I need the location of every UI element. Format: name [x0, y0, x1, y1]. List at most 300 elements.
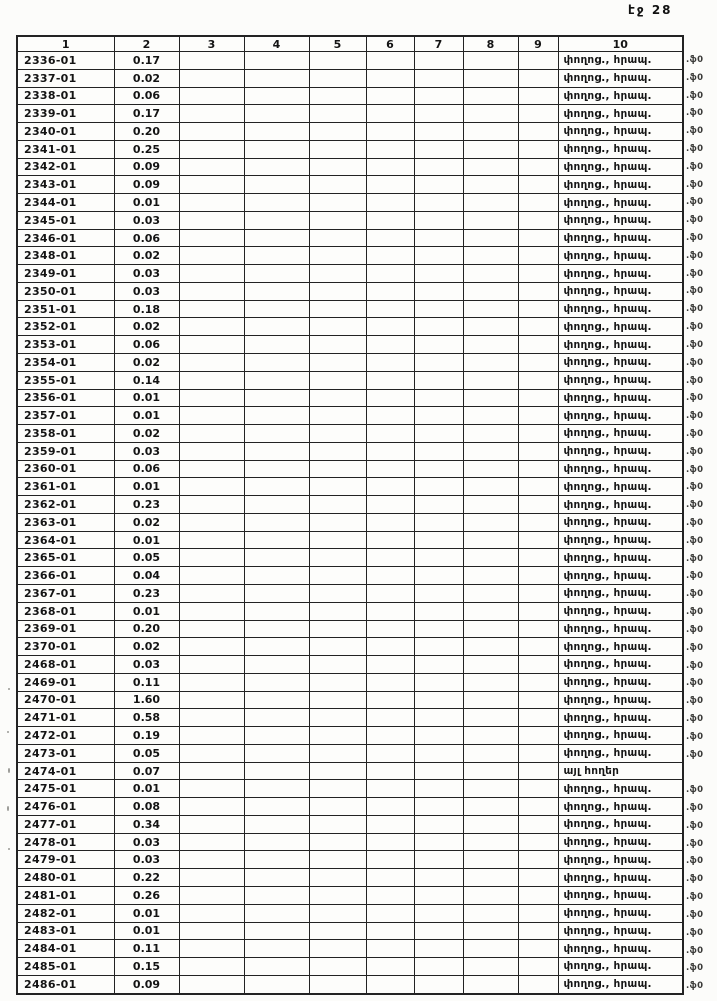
- land-use-cell: փողոց., հրապ.: [558, 194, 683, 212]
- empty-cell: [463, 336, 518, 354]
- table-row: [17, 300, 683, 318]
- empty-cell: [463, 975, 518, 994]
- empty-cell: [463, 407, 518, 425]
- empty-cell: [309, 513, 366, 531]
- empty-cell: [463, 602, 518, 620]
- empty-cell: [309, 833, 366, 851]
- margin-mark: .ֆ0: [686, 642, 704, 653]
- empty-cell: [244, 87, 309, 105]
- land-use-cell: փողոց., հրապ.: [558, 673, 683, 691]
- empty-cell: [179, 247, 244, 265]
- table-row: [17, 798, 683, 816]
- empty-cell: [518, 52, 558, 70]
- empty-cell: [518, 602, 558, 620]
- value-cell: 0.06: [114, 336, 179, 354]
- empty-cell: [244, 247, 309, 265]
- table-row: [17, 105, 683, 123]
- empty-cell: [518, 780, 558, 798]
- empty-cell: [518, 282, 558, 300]
- empty-cell: [414, 922, 463, 940]
- code-cell: 2360-01: [17, 460, 114, 478]
- land-use-cell: փողոց., հրապ.: [558, 442, 683, 460]
- land-use-cell: փողոց., հրապ.: [558, 389, 683, 407]
- empty-cell: [366, 904, 414, 922]
- margin-mark: .ֆ0: [686, 820, 704, 831]
- empty-cell: [309, 584, 366, 602]
- value-cell: 0.15: [114, 958, 179, 976]
- land-use-cell: փողոց., հրապ.: [558, 105, 683, 123]
- empty-cell: [414, 140, 463, 158]
- code-cell: 2486-01: [17, 975, 114, 994]
- margin-mark: .ֆ0: [686, 286, 704, 297]
- empty-cell: [309, 656, 366, 674]
- land-use-cell: փողոց., հրապ.: [558, 869, 683, 887]
- value-cell: 0.01: [114, 194, 179, 212]
- empty-cell: [414, 69, 463, 87]
- table-row: [17, 620, 683, 638]
- code-cell: 2348-01: [17, 247, 114, 265]
- empty-cell: [309, 229, 366, 247]
- empty-cell: [179, 300, 244, 318]
- land-use-cell: փողոց., հրապ.: [558, 851, 683, 869]
- table-row: [17, 407, 683, 425]
- empty-cell: [463, 425, 518, 443]
- empty-cell: [463, 229, 518, 247]
- empty-cell: [179, 904, 244, 922]
- empty-cell: [463, 762, 518, 780]
- code-cell: 2342-01: [17, 158, 114, 176]
- empty-cell: [518, 584, 558, 602]
- empty-cell: [309, 780, 366, 798]
- header-row: [17, 36, 683, 52]
- code-cell: 2349-01: [17, 265, 114, 283]
- margin-mark: .ֆ0: [686, 624, 704, 635]
- empty-cell: [309, 389, 366, 407]
- column-header: 5: [309, 36, 366, 52]
- land-use-cell: փողոց., հրապ.: [558, 904, 683, 922]
- value-cell: 0.02: [114, 425, 179, 443]
- code-cell: 2357-01: [17, 407, 114, 425]
- value-cell: 0.23: [114, 496, 179, 514]
- land-use-cell: փողոց., հրապ.: [558, 638, 683, 656]
- empty-cell: [518, 922, 558, 940]
- code-cell: 2344-01: [17, 194, 114, 212]
- code-cell: 2355-01: [17, 371, 114, 389]
- empty-cell: [179, 158, 244, 176]
- empty-cell: [414, 176, 463, 194]
- empty-cell: [309, 922, 366, 940]
- empty-cell: [244, 869, 309, 887]
- empty-cell: [244, 176, 309, 194]
- land-use-cell: փողոց., հրապ.: [558, 354, 683, 372]
- margin-mark: .ֆ0: [686, 731, 704, 742]
- land-use-cell: փողոց., հրապ.: [558, 709, 683, 727]
- code-cell: 2480-01: [17, 869, 114, 887]
- empty-cell: [366, 140, 414, 158]
- value-cell: 0.01: [114, 602, 179, 620]
- empty-cell: [244, 709, 309, 727]
- empty-cell: [366, 158, 414, 176]
- empty-cell: [244, 727, 309, 745]
- empty-cell: [309, 744, 366, 762]
- empty-cell: [518, 194, 558, 212]
- column-header: 3: [179, 36, 244, 52]
- empty-cell: [414, 975, 463, 994]
- code-cell: 2352-01: [17, 318, 114, 336]
- empty-cell: [414, 425, 463, 443]
- empty-cell: [463, 833, 518, 851]
- table-row: [17, 762, 683, 780]
- value-cell: 0.17: [114, 105, 179, 123]
- land-use-cell: փողոց., հրապ.: [558, 620, 683, 638]
- table-row: [17, 158, 683, 176]
- value-cell: 0.19: [114, 727, 179, 745]
- empty-cell: [518, 158, 558, 176]
- empty-cell: [366, 851, 414, 869]
- value-cell: 0.17: [114, 52, 179, 70]
- code-cell: 2362-01: [17, 496, 114, 514]
- empty-cell: [518, 815, 558, 833]
- empty-cell: [366, 247, 414, 265]
- value-cell: 0.03: [114, 211, 179, 229]
- value-cell: 0.01: [114, 780, 179, 798]
- empty-cell: [244, 602, 309, 620]
- empty-cell: [244, 922, 309, 940]
- empty-cell: [244, 744, 309, 762]
- value-cell: 0.08: [114, 798, 179, 816]
- empty-cell: [518, 300, 558, 318]
- empty-cell: [518, 975, 558, 994]
- empty-cell: [366, 442, 414, 460]
- table-row: [17, 869, 683, 887]
- empty-cell: [244, 496, 309, 514]
- empty-cell: [463, 176, 518, 194]
- empty-cell: [518, 762, 558, 780]
- empty-cell: [179, 727, 244, 745]
- empty-cell: [244, 584, 309, 602]
- empty-cell: [414, 584, 463, 602]
- value-cell: 0.11: [114, 940, 179, 958]
- empty-cell: [518, 87, 558, 105]
- land-use-cell: փողոց., հրապ.: [558, 158, 683, 176]
- empty-cell: [518, 123, 558, 141]
- empty-cell: [179, 638, 244, 656]
- land-use-cell: փողոց., հրապ.: [558, 602, 683, 620]
- empty-cell: [244, 815, 309, 833]
- empty-cell: [244, 300, 309, 318]
- margin-mark: .ֆ0: [686, 393, 704, 404]
- code-cell: 2369-01: [17, 620, 114, 638]
- empty-cell: [179, 922, 244, 940]
- value-cell: 0.02: [114, 318, 179, 336]
- empty-cell: [244, 407, 309, 425]
- value-cell: 0.14: [114, 371, 179, 389]
- empty-cell: [366, 922, 414, 940]
- code-cell: 2468-01: [17, 656, 114, 674]
- empty-cell: [179, 567, 244, 585]
- empty-cell: [463, 584, 518, 602]
- empty-cell: [179, 886, 244, 904]
- empty-cell: [414, 265, 463, 283]
- empty-cell: [518, 211, 558, 229]
- code-cell: 2339-01: [17, 105, 114, 123]
- empty-cell: [309, 460, 366, 478]
- empty-cell: [414, 815, 463, 833]
- margin-mark: .ֆ0: [686, 268, 704, 279]
- empty-cell: [463, 140, 518, 158]
- empty-cell: [518, 425, 558, 443]
- margin-mark: .ֆ0: [686, 215, 704, 226]
- empty-cell: [414, 300, 463, 318]
- code-cell: 2345-01: [17, 211, 114, 229]
- value-cell: 0.25: [114, 140, 179, 158]
- value-cell: 0.22: [114, 869, 179, 887]
- empty-cell: [414, 869, 463, 887]
- empty-cell: [518, 389, 558, 407]
- empty-cell: [414, 442, 463, 460]
- empty-cell: [244, 798, 309, 816]
- value-cell: 0.03: [114, 656, 179, 674]
- code-cell: 2485-01: [17, 958, 114, 976]
- data-table: [16, 35, 684, 995]
- empty-cell: [366, 798, 414, 816]
- empty-cell: [518, 531, 558, 549]
- empty-cell: [179, 87, 244, 105]
- empty-cell: [414, 211, 463, 229]
- empty-cell: [309, 940, 366, 958]
- empty-cell: [414, 478, 463, 496]
- empty-cell: [463, 531, 518, 549]
- empty-cell: [463, 247, 518, 265]
- empty-cell: [518, 371, 558, 389]
- empty-cell: [366, 123, 414, 141]
- empty-cell: [414, 833, 463, 851]
- empty-cell: [518, 513, 558, 531]
- empty-cell: [414, 602, 463, 620]
- margin-mark: .ֆ0: [686, 108, 704, 119]
- empty-cell: [414, 638, 463, 656]
- margin-mark: .ֆ0: [686, 500, 704, 511]
- empty-cell: [366, 691, 414, 709]
- empty-cell: [244, 282, 309, 300]
- empty-cell: [518, 620, 558, 638]
- empty-cell: [179, 656, 244, 674]
- empty-cell: [366, 567, 414, 585]
- empty-cell: [366, 371, 414, 389]
- empty-cell: [414, 158, 463, 176]
- empty-cell: [309, 762, 366, 780]
- empty-cell: [518, 318, 558, 336]
- table-row: [17, 922, 683, 940]
- value-cell: 0.01: [114, 922, 179, 940]
- value-cell: 0.34: [114, 815, 179, 833]
- land-use-cell: փողոց., հրապ.: [558, 407, 683, 425]
- empty-cell: [463, 709, 518, 727]
- margin-mark: .ֆ0: [686, 892, 704, 903]
- value-cell: 0.03: [114, 442, 179, 460]
- empty-cell: [414, 354, 463, 372]
- empty-cell: [244, 656, 309, 674]
- value-cell: 0.06: [114, 87, 179, 105]
- empty-cell: [366, 958, 414, 976]
- empty-cell: [309, 869, 366, 887]
- empty-cell: [179, 123, 244, 141]
- empty-cell: [244, 975, 309, 994]
- column-header: 10: [558, 36, 683, 52]
- empty-cell: [414, 123, 463, 141]
- code-cell: 2364-01: [17, 531, 114, 549]
- empty-cell: [179, 336, 244, 354]
- empty-cell: [244, 940, 309, 958]
- margin-mark: .ֆ0: [686, 179, 704, 190]
- empty-cell: [414, 851, 463, 869]
- margin-marks-column: [686, 51, 716, 995]
- code-cell: 2469-01: [17, 673, 114, 691]
- empty-cell: [414, 727, 463, 745]
- empty-cell: [179, 691, 244, 709]
- empty-cell: [309, 318, 366, 336]
- margin-mark: .ֆ0: [686, 339, 704, 350]
- empty-cell: [414, 460, 463, 478]
- code-cell: 2367-01: [17, 584, 114, 602]
- empty-cell: [309, 478, 366, 496]
- empty-cell: [309, 531, 366, 549]
- empty-cell: [518, 336, 558, 354]
- empty-cell: [463, 922, 518, 940]
- empty-cell: [179, 52, 244, 70]
- code-cell: 2479-01: [17, 851, 114, 869]
- empty-cell: [366, 940, 414, 958]
- empty-cell: [244, 265, 309, 283]
- empty-cell: [179, 620, 244, 638]
- value-cell: 0.23: [114, 584, 179, 602]
- empty-cell: [309, 123, 366, 141]
- empty-cell: [244, 69, 309, 87]
- empty-cell: [309, 567, 366, 585]
- empty-cell: [309, 247, 366, 265]
- empty-cell: [518, 105, 558, 123]
- empty-cell: [179, 229, 244, 247]
- margin-mark: .ֆ0: [686, 553, 704, 564]
- code-cell: 2351-01: [17, 300, 114, 318]
- empty-cell: [366, 638, 414, 656]
- empty-cell: [309, 176, 366, 194]
- empty-cell: [244, 567, 309, 585]
- empty-cell: [414, 620, 463, 638]
- empty-cell: [244, 958, 309, 976]
- empty-cell: [244, 229, 309, 247]
- empty-cell: [179, 371, 244, 389]
- scan-artifact: [7, 731, 9, 733]
- empty-cell: [309, 371, 366, 389]
- empty-cell: [244, 691, 309, 709]
- empty-cell: [244, 762, 309, 780]
- table-row: [17, 336, 683, 354]
- value-cell: 0.03: [114, 851, 179, 869]
- table-row: [17, 975, 683, 994]
- table-row: [17, 354, 683, 372]
- empty-cell: [244, 460, 309, 478]
- code-cell: 2476-01: [17, 798, 114, 816]
- land-use-cell: այլ հողեր: [558, 762, 683, 780]
- empty-cell: [463, 958, 518, 976]
- empty-cell: [518, 638, 558, 656]
- table-row: [17, 52, 683, 70]
- empty-cell: [463, 815, 518, 833]
- empty-cell: [179, 478, 244, 496]
- empty-cell: [366, 52, 414, 70]
- table-row: [17, 531, 683, 549]
- column-header: 6: [366, 36, 414, 52]
- empty-cell: [518, 904, 558, 922]
- empty-cell: [179, 105, 244, 123]
- table-row: [17, 709, 683, 727]
- value-cell: 0.01: [114, 389, 179, 407]
- empty-cell: [309, 496, 366, 514]
- empty-cell: [518, 567, 558, 585]
- value-cell: 0.02: [114, 638, 179, 656]
- empty-cell: [366, 496, 414, 514]
- empty-cell: [414, 282, 463, 300]
- empty-cell: [244, 389, 309, 407]
- empty-cell: [309, 354, 366, 372]
- margin-mark: .ֆ0: [686, 197, 704, 208]
- land-use-cell: փողոց., հրապ.: [558, 460, 683, 478]
- empty-cell: [463, 798, 518, 816]
- empty-cell: [244, 638, 309, 656]
- code-cell: 2484-01: [17, 940, 114, 958]
- empty-cell: [366, 975, 414, 994]
- column-header: 7: [414, 36, 463, 52]
- empty-cell: [463, 638, 518, 656]
- value-cell: 0.20: [114, 620, 179, 638]
- land-use-cell: փողոց., հրապ.: [558, 229, 683, 247]
- margin-mark: .ֆ0: [686, 571, 704, 582]
- empty-cell: [366, 460, 414, 478]
- empty-cell: [414, 496, 463, 514]
- code-cell: 2368-01: [17, 602, 114, 620]
- land-use-cell: փողոց., հրապ.: [558, 69, 683, 87]
- empty-cell: [463, 442, 518, 460]
- value-cell: 0.03: [114, 265, 179, 283]
- table-row: [17, 656, 683, 674]
- table-row: [17, 638, 683, 656]
- empty-cell: [179, 354, 244, 372]
- empty-cell: [244, 336, 309, 354]
- land-use-cell: փողոց., հրապ.: [558, 584, 683, 602]
- empty-cell: [309, 52, 366, 70]
- margin-mark: .ֆ0: [686, 535, 704, 546]
- column-header: 2: [114, 36, 179, 52]
- code-cell: 2361-01: [17, 478, 114, 496]
- value-cell: 0.05: [114, 744, 179, 762]
- empty-cell: [366, 656, 414, 674]
- land-use-cell: փողոց., հրապ.: [558, 922, 683, 940]
- empty-cell: [366, 513, 414, 531]
- empty-cell: [463, 389, 518, 407]
- code-cell: 2365-01: [17, 549, 114, 567]
- land-use-cell: փողոց., հրապ.: [558, 265, 683, 283]
- empty-cell: [518, 354, 558, 372]
- empty-cell: [309, 549, 366, 567]
- empty-cell: [366, 211, 414, 229]
- empty-cell: [518, 673, 558, 691]
- land-use-cell: փողոց., հրապ.: [558, 531, 683, 549]
- margin-mark: .ֆ0: [686, 785, 704, 796]
- table-row: [17, 940, 683, 958]
- empty-cell: [309, 158, 366, 176]
- value-cell: 0.02: [114, 247, 179, 265]
